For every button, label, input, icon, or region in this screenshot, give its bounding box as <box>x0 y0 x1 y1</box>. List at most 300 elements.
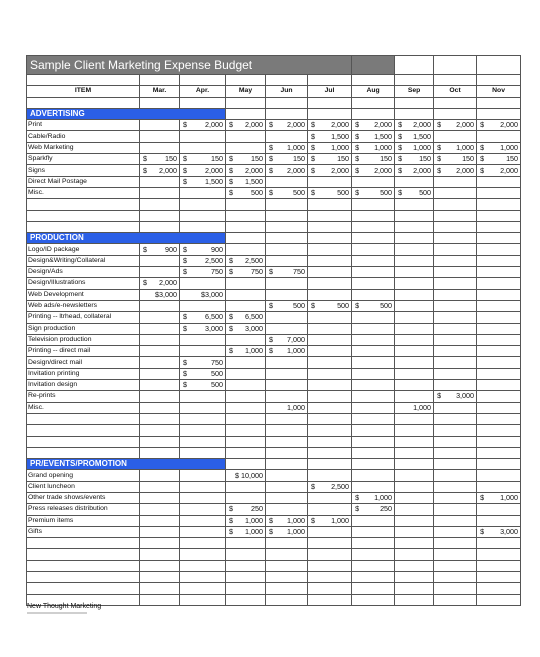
row-label: Misc. <box>27 187 140 198</box>
table-row <box>27 481 521 492</box>
amount-cell <box>226 255 266 266</box>
table-row <box>27 289 521 300</box>
currency-symbol: $ <box>311 120 315 130</box>
title-empty-cell <box>477 56 521 75</box>
empty-cell <box>477 583 521 594</box>
empty-cell <box>226 447 266 458</box>
empty-cell <box>226 549 266 560</box>
amount-cell <box>477 357 521 368</box>
empty-cell <box>352 538 395 549</box>
amount-cell <box>434 357 477 368</box>
amount-cell <box>266 368 308 379</box>
empty-cell <box>308 447 352 458</box>
currency-symbol: $ <box>269 120 273 130</box>
amount-cell <box>180 526 226 537</box>
empty-cell <box>266 538 308 549</box>
empty-cell <box>180 436 226 447</box>
row-label: Design/Illustrations <box>27 278 140 289</box>
amount-value: 2,000 <box>205 120 223 130</box>
amount-cell <box>226 165 266 176</box>
table-row <box>27 357 521 368</box>
amount-cell <box>140 368 180 379</box>
empty-cell <box>180 447 226 458</box>
currency-symbol: $ <box>229 120 233 130</box>
empty-cell <box>395 572 434 583</box>
blank-row <box>27 560 521 571</box>
amount-cell <box>140 504 180 515</box>
amount-cell <box>308 142 352 153</box>
col-header-item: ITEM <box>27 86 140 97</box>
amount-cell <box>477 504 521 515</box>
empty-cell <box>352 572 395 583</box>
amount-cell <box>180 380 226 391</box>
amount-value: 150 <box>211 154 223 164</box>
amount-value: 1,000 <box>287 515 305 525</box>
amount-cell <box>477 481 521 492</box>
amount-cell <box>477 165 521 176</box>
amount-cell <box>266 470 308 481</box>
amount-cell <box>308 470 352 481</box>
empty-cell <box>140 572 180 583</box>
amount-value: 500 <box>211 380 223 390</box>
blank-row <box>27 447 521 458</box>
empty-cell <box>226 594 266 605</box>
amount-cell <box>266 255 308 266</box>
amount-cell <box>140 255 180 266</box>
empty-cell <box>308 210 352 221</box>
row-label: Print <box>27 120 140 131</box>
row-label: Web Marketing <box>27 142 140 153</box>
currency-symbol: $ <box>269 188 273 198</box>
amount-cell <box>180 357 226 368</box>
blank-row <box>27 538 521 549</box>
amount-cell <box>226 323 266 334</box>
table-row <box>27 346 521 357</box>
amount-value: 2,000 <box>159 165 177 175</box>
amount-value: 2,000 <box>245 120 263 130</box>
table-row <box>27 120 521 131</box>
amount-value: 2,000 <box>500 165 519 175</box>
currency-symbol: $ <box>229 154 233 164</box>
blank-row <box>27 549 521 560</box>
amount-cell <box>308 154 352 165</box>
empty-cell <box>395 436 434 447</box>
empty-cell <box>266 560 308 571</box>
currency-symbol: $ <box>480 165 485 175</box>
empty-cell <box>27 210 140 221</box>
empty-cell <box>226 210 266 221</box>
empty-cell <box>352 549 395 560</box>
currency-symbol: $ <box>437 165 442 175</box>
amount-cell <box>352 334 395 345</box>
currency-symbol: $ <box>398 142 403 152</box>
empty-cell <box>266 459 308 470</box>
row-label: Sparkfly <box>27 154 140 165</box>
amount-cell <box>352 165 395 176</box>
empty-cell <box>180 549 226 560</box>
amount-cell <box>226 357 266 368</box>
amount-cell <box>308 187 352 198</box>
amount-cell <box>140 154 180 165</box>
empty-cell <box>477 233 521 244</box>
amount-cell <box>434 323 477 334</box>
amount-cell <box>180 120 226 131</box>
empty-cell <box>226 108 266 119</box>
empty-cell <box>266 199 308 210</box>
table-row <box>27 515 521 526</box>
amount-cell <box>226 368 266 379</box>
empty-cell <box>266 447 308 458</box>
empty-cell <box>352 560 395 571</box>
amount-cell <box>308 346 352 357</box>
currency-symbol: $ <box>355 165 360 175</box>
amount-cell <box>477 131 521 142</box>
amount-cell <box>352 289 395 300</box>
currency-symbol: $ <box>269 515 273 525</box>
amount-value: 1,000 <box>374 493 393 503</box>
amount-value: 1,000 <box>456 142 475 152</box>
table-row <box>27 267 521 278</box>
empty-cell <box>266 108 308 119</box>
row-label: Invitation printing <box>27 368 140 379</box>
empty-cell <box>395 583 434 594</box>
amount-cell <box>477 334 521 345</box>
empty-cell <box>27 199 140 210</box>
currency-symbol: $ <box>398 154 403 164</box>
amount-cell <box>352 312 395 323</box>
empty-cell <box>266 583 308 594</box>
empty-cell <box>308 538 352 549</box>
empty-cell <box>477 425 521 436</box>
amount-value: 3,000 <box>245 323 263 333</box>
amount-cell <box>434 267 477 278</box>
empty-cell <box>395 549 434 560</box>
currency-symbol: $ <box>143 165 147 175</box>
section-header-row <box>27 233 521 244</box>
amount-cell <box>395 176 434 187</box>
amount-value: 500 <box>380 188 393 198</box>
empty-cell <box>308 560 352 571</box>
empty-cell <box>308 221 352 232</box>
amount-cell <box>434 470 477 481</box>
amount-value: 900 <box>165 244 177 254</box>
amount-cell <box>352 187 395 198</box>
amount-cell <box>180 267 226 278</box>
currency-symbol: $ <box>183 312 187 322</box>
empty-cell <box>308 413 352 424</box>
empty-cell <box>140 538 180 549</box>
amount-cell <box>266 492 308 503</box>
amount-cell <box>226 402 266 413</box>
amount-cell <box>226 391 266 402</box>
amount-cell <box>266 346 308 357</box>
empty-cell <box>308 436 352 447</box>
amount-cell <box>226 504 266 515</box>
amount-cell <box>434 515 477 526</box>
empty-cell <box>226 425 266 436</box>
amount-cell <box>226 278 266 289</box>
amount-cell <box>352 255 395 266</box>
amount-value: 500 <box>251 188 263 198</box>
empty-cell <box>180 572 226 583</box>
currency-symbol: $ <box>183 176 187 186</box>
amount-cell <box>180 187 226 198</box>
amount-value: 2,000 <box>287 165 305 175</box>
amount-value: 1,500 <box>413 131 432 141</box>
empty-cell <box>180 425 226 436</box>
amount-cell <box>226 526 266 537</box>
amount-value: 2,000 <box>374 165 393 175</box>
amount-cell <box>308 391 352 402</box>
amount-cell <box>395 154 434 165</box>
amount-cell <box>434 402 477 413</box>
table-row <box>27 380 521 391</box>
amount-cell <box>395 380 434 391</box>
empty-cell <box>140 594 180 605</box>
amount-value: 150 <box>462 154 475 164</box>
amount-cell <box>226 120 266 131</box>
amount-value: 750 <box>251 267 263 277</box>
amount-cell <box>434 346 477 357</box>
amount-cell <box>308 120 352 131</box>
currency-symbol: $ <box>269 142 273 152</box>
blank-row <box>27 413 521 424</box>
amount-cell <box>352 300 395 311</box>
amount-value: 250 <box>380 504 393 514</box>
empty-cell <box>180 413 226 424</box>
empty-cell <box>477 447 521 458</box>
amount-cell <box>352 368 395 379</box>
amount-cell <box>266 267 308 278</box>
empty-cell <box>477 221 521 232</box>
amount-cell <box>266 312 308 323</box>
amount-cell <box>395 323 434 334</box>
empty-cell <box>266 221 308 232</box>
blank-row <box>27 572 521 583</box>
amount-cell <box>226 142 266 153</box>
footer-text: New Thought Marketing <box>27 603 102 610</box>
amount-cell <box>352 346 395 357</box>
blank-row <box>27 97 521 108</box>
amount-value: 2,500 <box>331 481 350 491</box>
amount-value: 150 <box>337 154 350 164</box>
currency-symbol: $ <box>183 267 187 277</box>
empty-cell <box>308 549 352 560</box>
empty-cell <box>434 549 477 560</box>
amount-value: 1,000 <box>287 142 305 152</box>
empty-cell <box>266 436 308 447</box>
currency-symbol: $ <box>398 120 403 130</box>
empty-cell <box>180 221 226 232</box>
amount-cell <box>140 481 180 492</box>
empty-cell <box>27 583 140 594</box>
amount-cell <box>352 323 395 334</box>
currency-symbol: $ <box>437 391 442 401</box>
section-title: PRODUCTION <box>27 233 226 244</box>
amount-cell <box>434 244 477 255</box>
currency-symbol: $ <box>269 346 273 356</box>
empty-cell <box>352 221 395 232</box>
empty-cell <box>395 594 434 605</box>
amount-cell <box>395 187 434 198</box>
currency-symbol: $ <box>311 142 315 152</box>
currency-symbol: $ <box>183 154 187 164</box>
empty-cell <box>308 425 352 436</box>
currency-symbol: $ <box>229 527 233 537</box>
empty-cell <box>180 210 226 221</box>
empty-cell <box>352 436 395 447</box>
empty-cell <box>395 413 434 424</box>
amount-cell <box>140 380 180 391</box>
amount-cell <box>266 380 308 391</box>
table-row <box>27 255 521 266</box>
empty-cell <box>27 436 140 447</box>
amount-value: 150 <box>506 154 519 164</box>
currency-symbol: $ <box>398 165 403 175</box>
row-label: Misc. <box>27 402 140 413</box>
amount-cell <box>477 267 521 278</box>
amount-value: 1,000 <box>287 346 305 356</box>
amount-cell <box>140 176 180 187</box>
amount-cell <box>352 120 395 131</box>
amount-cell <box>395 312 434 323</box>
empty-cell <box>477 413 521 424</box>
col-header-oct: Oct <box>434 86 477 97</box>
empty-cell <box>226 538 266 549</box>
empty-cell <box>180 583 226 594</box>
currency-symbol: $ <box>437 142 442 152</box>
empty-cell <box>434 436 477 447</box>
currency-symbol: $ <box>229 323 233 333</box>
amount-cell <box>140 492 180 503</box>
currency-symbol: $ <box>480 142 485 152</box>
amount-cell <box>266 278 308 289</box>
amount-cell <box>434 131 477 142</box>
empty-cell <box>395 459 434 470</box>
section-title: ADVERTISING <box>27 108 226 119</box>
amount-value: 1,000 <box>245 346 263 356</box>
amount-cell <box>266 481 308 492</box>
currency-symbol: $ <box>437 120 442 130</box>
empty-cell <box>352 413 395 424</box>
amount-cell <box>352 278 395 289</box>
currency-symbol: $ <box>183 368 187 378</box>
currency-symbol: $ <box>311 165 315 175</box>
amount-cell <box>477 470 521 481</box>
empty-cell <box>477 572 521 583</box>
amount-value: 1,000 <box>331 142 350 152</box>
row-label: Re-prints <box>27 391 140 402</box>
currency-symbol: $ <box>355 493 360 503</box>
empty-cell <box>266 572 308 583</box>
amount-cell <box>226 492 266 503</box>
footer-fine-print <box>27 612 87 614</box>
empty-cell <box>180 538 226 549</box>
amount-cell <box>180 312 226 323</box>
row-label: Grand opening <box>27 470 140 481</box>
currency-symbol: $ <box>311 481 315 491</box>
empty-cell <box>27 413 140 424</box>
amount-cell <box>140 267 180 278</box>
amount-cell <box>308 165 352 176</box>
amount-cell <box>395 526 434 537</box>
amount-cell <box>477 368 521 379</box>
amount-value: 500 <box>293 301 305 311</box>
blank-row <box>27 75 521 86</box>
amount-value: 2,000 <box>245 165 263 175</box>
blank-row <box>27 436 521 447</box>
currency-symbol: $ <box>229 165 233 175</box>
amount-value: 3,000 <box>456 391 475 401</box>
amount-value: 500 <box>293 188 305 198</box>
amount-cell <box>477 380 521 391</box>
amount-cell <box>180 131 226 142</box>
amount-cell: 1,000 <box>266 402 308 413</box>
amount-cell <box>434 187 477 198</box>
amount-cell <box>434 504 477 515</box>
amount-cell <box>180 334 226 345</box>
amount-value: 7,000 <box>287 334 305 344</box>
amount-cell <box>434 176 477 187</box>
amount-cell <box>180 402 226 413</box>
amount-cell <box>477 244 521 255</box>
currency-symbol: $ <box>311 154 315 164</box>
amount-cell <box>352 142 395 153</box>
empty-cell <box>180 594 226 605</box>
amount-cell <box>308 300 352 311</box>
amount-cell <box>226 267 266 278</box>
amount-cell <box>266 131 308 142</box>
amount-cell <box>395 120 434 131</box>
amount-value: 750 <box>293 267 305 277</box>
currency-symbol: $ <box>311 188 315 198</box>
amount-cell <box>226 481 266 492</box>
empty-cell <box>140 221 180 232</box>
sheet-title: Sample Client Marketing Expense Budget <box>27 56 352 75</box>
row-label: Design&Writing/Collateral <box>27 255 140 266</box>
amount-cell <box>180 176 226 187</box>
col-header-jun: Jun <box>266 86 308 97</box>
row-label: Logo/ID package <box>27 244 140 255</box>
amount-value: 2,000 <box>331 120 350 130</box>
table-row <box>27 244 521 255</box>
amount-value: 1,000 <box>500 493 519 503</box>
amount-cell <box>308 334 352 345</box>
amount-cell <box>140 142 180 153</box>
amount-cell <box>266 154 308 165</box>
empty-cell <box>395 447 434 458</box>
currency-symbol: $ <box>355 154 360 164</box>
empty-cell <box>140 436 180 447</box>
amount-cell <box>434 334 477 345</box>
row-label: Design/direct mail <box>27 357 140 368</box>
amount-cell <box>180 154 226 165</box>
amount-cell <box>395 255 434 266</box>
amount-value: 2,000 <box>287 120 305 130</box>
amount-cell <box>226 131 266 142</box>
amount-cell <box>352 470 395 481</box>
amount-cell <box>226 244 266 255</box>
empty-cell <box>434 199 477 210</box>
amount-value: 1,500 <box>331 131 350 141</box>
currency-symbol: $ <box>183 357 187 367</box>
amount-cell <box>180 244 226 255</box>
amount-cell <box>140 323 180 334</box>
amount-cell <box>477 154 521 165</box>
empty-cell <box>395 425 434 436</box>
table-row <box>27 391 521 402</box>
amount-cell <box>395 289 434 300</box>
